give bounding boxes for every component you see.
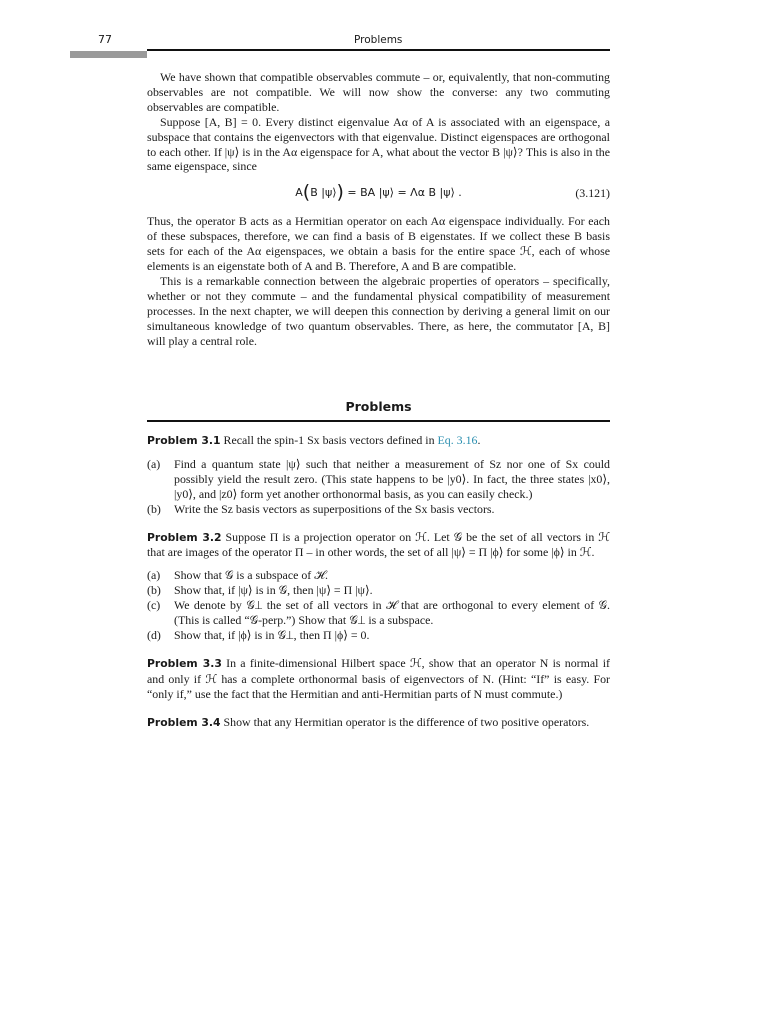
equation-lhs-operator: A — [295, 186, 303, 200]
item-text: We denote by 𝒢⊥ the set of all vectors in ℋ that are orthogonal to every element of 𝒢. (This is called “𝒢-perp.”) Show that 𝒢⊥ is a subspace. — [174, 598, 610, 628]
equation-body — [147, 181, 610, 204]
problem-label: Problem 3.3 — [147, 656, 222, 670]
problem-text: Recall the spin-1 Sx basis vectors defined in — [223, 433, 435, 447]
list-item — [147, 598, 610, 628]
list-item — [147, 568, 610, 583]
item-label: (c) — [147, 598, 161, 613]
problem-3-3-statement — [147, 656, 610, 702]
problem-text: Show that any Hermitian operator is the difference of two positive operators. — [223, 714, 590, 729]
list-item — [147, 583, 610, 598]
problem-label: Problem 3.4 — [147, 715, 221, 729]
equation-lhs-inner: B |ψ⟩ — [310, 186, 337, 200]
item-text: Write the Sz basis vectors as superpositions of the Sx basis vectors. — [174, 501, 495, 516]
problem-3-1-statement — [147, 433, 610, 449]
list-item — [147, 457, 610, 502]
item-label: (a) — [147, 568, 161, 583]
equation-link[interactable]: Eq. 3.16 — [437, 433, 478, 447]
equation-rhs: = BA |ψ⟩ = Λα B |ψ⟩ . — [347, 186, 462, 200]
item-text: Show that 𝒢 is a subspace of ℋ. — [174, 568, 328, 583]
list-item — [147, 502, 610, 517]
paragraph-4: This is a remarkable connection between the algebraic properties of operators – specifically, whether or not they commute – and the fundamental physical compatibility of measurement processes. In the next chapter, we will deepen this connection by deriving a general limit on our simultaneous knowledge of two quantum observables. There, as here, the commutator [A, B] will play a central role. — [147, 273, 610, 348]
equation-number: (3.121) — [575, 186, 610, 201]
running-title: Problems — [354, 34, 403, 46]
item-label: (a) — [147, 456, 161, 471]
item-text: Show that, if |ϕ⟩ is in 𝒢⊥, then Π |ϕ⟩ = 0. — [174, 627, 370, 642]
section-title: Problems — [345, 399, 412, 414]
problem-label: Problem 3.2 — [147, 530, 222, 544]
item-label: (d) — [147, 627, 161, 642]
equation-right-paren: ) — [336, 181, 344, 204]
paragraph-3: Thus, the operator B acts as a Hermitian operator on each Aα eigenspace individually. For each of these subspaces, therefore, we can find a basis of B eigenstates. If we collect these B basis sets for each of the Aα eigenspaces, we obtain a basis for the entire space ℋ, each of whose elements is an eigenstate both of A and B. Therefore, A and B are compatible. — [147, 214, 610, 274]
problem-label: Problem 3.1 — [147, 434, 221, 447]
header-rule — [147, 49, 610, 51]
problem-3-2-items — [147, 568, 610, 643]
page-number: 77 — [98, 33, 112, 46]
item-text: Find a quantum state |ψ⟩ such that neither a measurement of Sz nor one of Sx could possibly yield the result zero. (This state happens to be |y0⟩. In fact, the three states |x0⟩, |y0⟩, and |z0⟩ form yet another orthonormal basis, as you can easily check.) — [174, 456, 610, 501]
problem-3-1 — [147, 433, 610, 517]
problem-3-3 — [147, 656, 610, 702]
problem-text: Suppose Π is a projection operator on ℋ. Let 𝒢 be the set of all vectors in ℋ that are images of the operator Π – in other words, the set of all |ψ⟩ = Π |ϕ⟩ for some |ϕ⟩ in ℋ. — [147, 529, 610, 560]
problem-3-2 — [147, 530, 610, 643]
equation-left-paren: ( — [302, 181, 311, 204]
item-label: (b) — [147, 583, 161, 598]
section-rule — [147, 420, 610, 422]
item-text: Show that, if |ψ⟩ is in 𝒢, then |ψ⟩ = Π |ψ⟩. — [174, 583, 373, 598]
problem-3-1-items — [147, 457, 610, 517]
problems-list — [147, 433, 610, 731]
problem-3-4-statement — [147, 715, 610, 731]
paragraph-1: We have shown that compatible observables commute – or, equivalently, that non-commuting observables are not compatible. We will now show the converse: any two commuting observables are compatible. — [147, 70, 610, 114]
item-label: (b) — [147, 501, 161, 516]
paragraph-2: Suppose [A, B] = 0. Every distinct eigenvalue Aα of A is associated with an eigenspace, a subspace that contains the eigenvectors with that eigenvalue. Distinct eigenspaces are orthogonal to each other. If |ψ⟩ is in the Aα eigenspace for A, what about the vector B |ψ⟩? This is also in the same eigenspace, since — [147, 114, 610, 174]
equation-3-121 — [147, 180, 610, 210]
problem-3-4 — [147, 715, 610, 731]
problem-3-2-statement — [147, 530, 610, 561]
list-item — [147, 628, 610, 643]
body-text — [147, 70, 610, 349]
problem-text-after: . — [477, 433, 481, 447]
page-tab-marker — [70, 51, 147, 58]
problem-text: In a finite-dimensional Hilbert space ℋ, show that an operator N is normal if and only if ℋ has a complete orthonormal basis of eigenvectors of N. (Hint: “If” is easy. For “only if,” use the fact that the Hermitian and anti-Hermitian parts of N must commute.) — [147, 655, 610, 701]
